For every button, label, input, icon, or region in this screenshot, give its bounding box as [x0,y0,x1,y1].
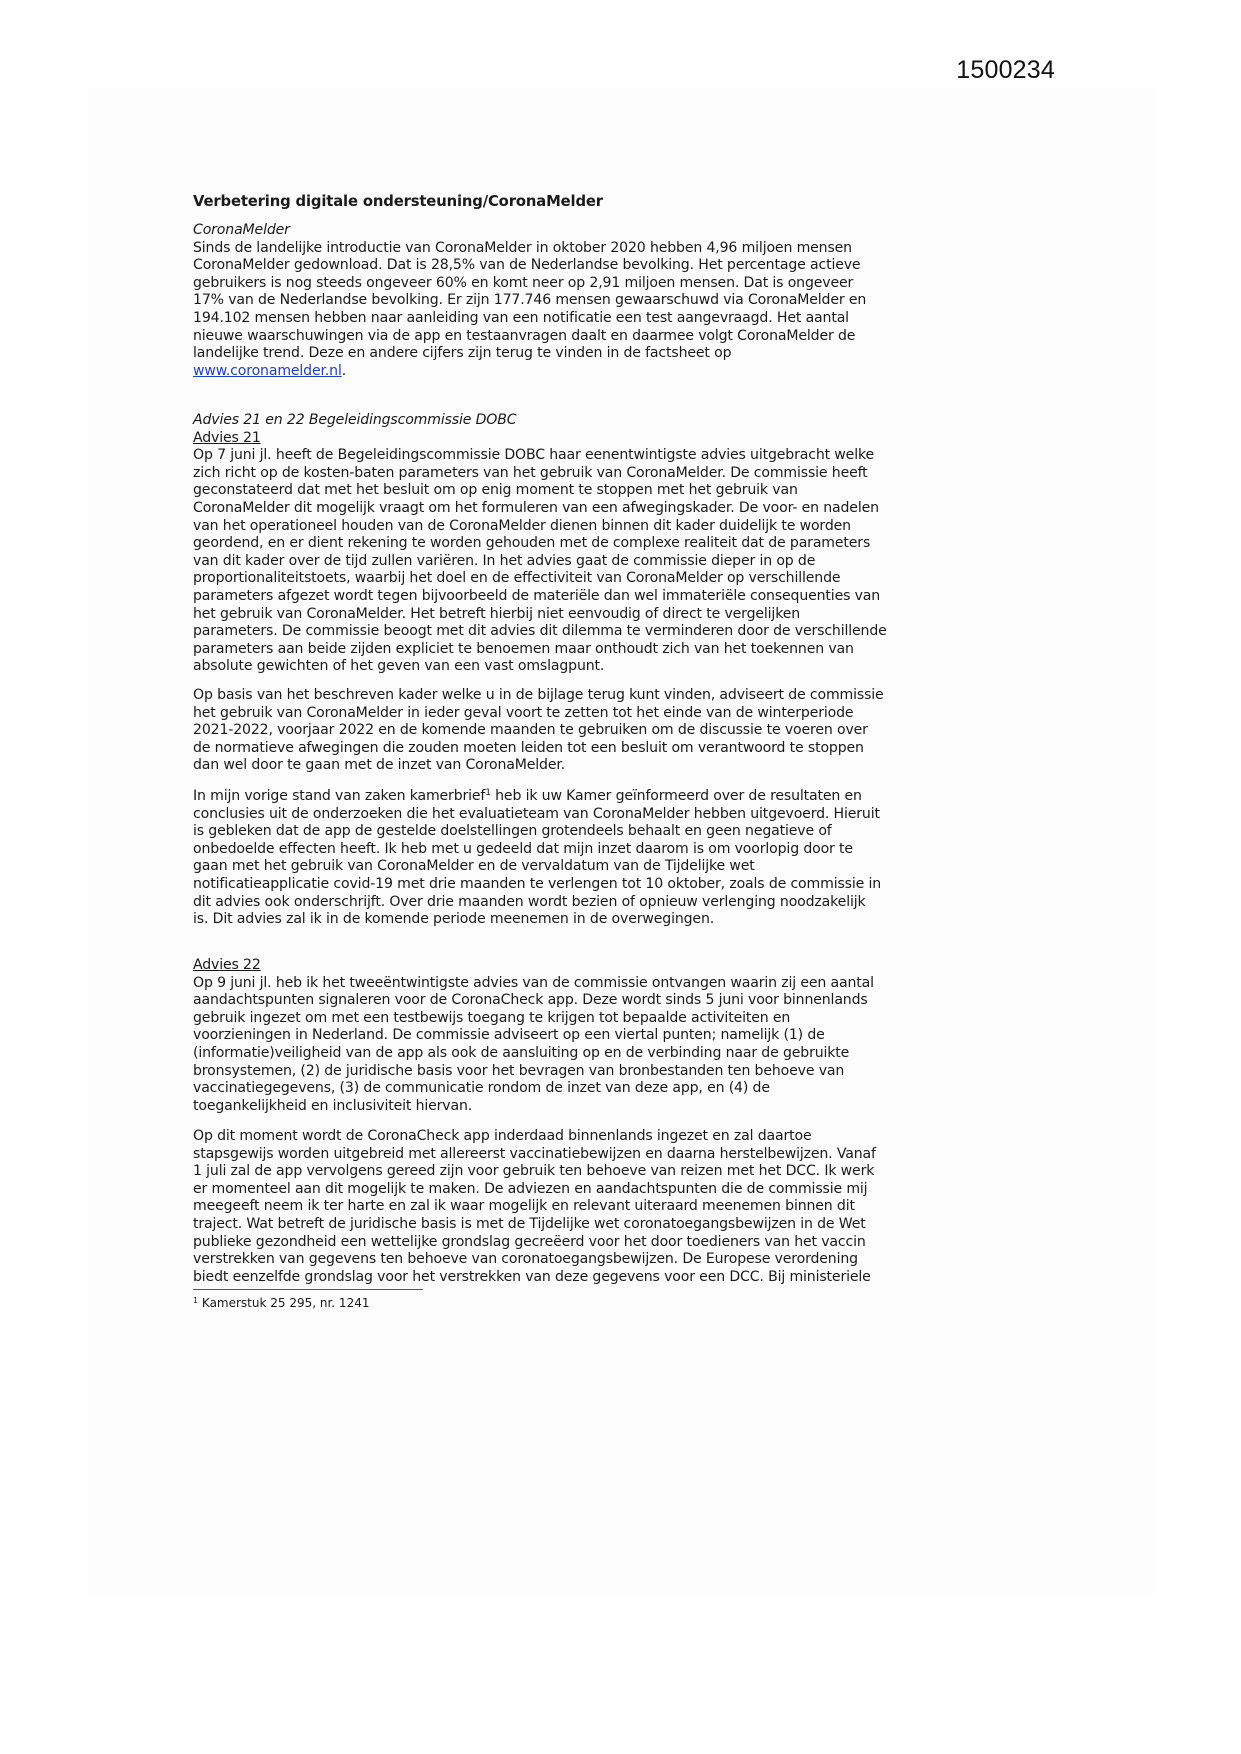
paragraph-line: Sinds de landelijke introductie van CoronaMelder in oktober 2020 hebben 4,96 miljoen mensen [193,239,852,256]
paragraph-line: aandachtspunten signaleren voor de CoronaCheck app. Deze wordt sinds 5 juni voor binnenlands [193,992,868,1009]
advies-22-paragraph-2 [193,1128,1053,1286]
link-suffix: . [341,362,347,379]
footnote [193,1295,369,1311]
paragraph-line [193,788,1053,806]
footnote-text: Kamerstuk 25 295, nr. 1241 [198,1296,370,1310]
advies-21-paragraph-2 [193,687,1053,775]
paragraph-line: meegeeft neem ik ter harte en zal ik waar mogelijk en relevant uiteraard meenemen binnen dit [193,1198,855,1215]
paragraph-line: dan wel door te gaan met de inzet van CoronaMelder. [193,757,566,774]
paragraph-line: 17% van de Nederlandse bevolking. Er zijn 177.746 mensen gewaarschuwd via CoronaMelder en [193,292,867,309]
text-fragment: heb ik uw Kamer geïnformeerd over de resultaten en [490,788,862,804]
paragraph-line: nieuwe waarschuwingen via de app en testaanvragen daalt en daarmee volgt CoronaMelder de [193,327,856,344]
paragraph-line: toegankelijkheid en inclusiviteit hiervan. [193,1097,473,1114]
paragraph-line: van het operationeel houden van de CoronaMelder dienen binnen dit kader duidelijk te worden [193,517,851,534]
text-fragment: In mijn vorige stand van zaken kamerbrief [193,788,486,804]
paragraph-line: (informatie)veiligheid van de app als ook de aansluiting op en de verbinding naar de gebruikte [193,1044,850,1061]
link-line [193,363,1053,381]
paragraph-line: parameters afgezet wordt tegen bijvoorbeeld de materiële dan wel immateriële consequenties van [193,587,881,604]
paragraph-line: Op 7 juni jl. heeft de Begeleidingscommissie DOBC haar eenentwintigste advies uitgebracht welke [193,447,875,464]
paragraph-line: vaccinatiegegevens, (3) de communicatie rondom de inzet van deze app, en (4) de [193,1080,770,1097]
paragraph-line: Op basis van het beschreven kader welke u in de bijlage terug kunt vinden, adviseert de commissie [193,687,884,703]
paragraph-line: notificatieapplicatie covid-19 met drie maanden te verlengen tot 10 oktober, zoals de commissie in [193,875,882,892]
paragraph-line: 2021-2022, voorjaar 2022 en de komende maanden te gebruiken om de discussie te voeren over [193,722,868,739]
paragraph-line: gaan met het gebruik van CoronaMelder en de vervaldatum van de Tijdelijke wet [193,858,755,875]
section-advies [193,412,1053,676]
paragraph-line: verstrekken van gegevens ten behoeve van coronatoegangsbewijzen. De Europese verordening [193,1251,858,1268]
paragraph-line: is gebleken dat de app de gestelde doelstellingen grotendeels behaalt en geen negatieve of [193,823,832,840]
paragraph-line: dit advies ook onderschrijft. Over drie maanden wordt bezien of opnieuw verlenging noodzakelijk [193,893,866,910]
paragraph-line: absolute gewichten of het geven van een vast omslagpunt. [193,658,605,675]
paragraph-line: stapsgewijs worden uitgebreid met allereerst vaccinatiebewijzen en daarna herstelbewijzen. Vanaf [193,1145,876,1162]
paragraph-line: de normatieve afwegingen die zouden moeten leiden tot een besluit om verantwoord te stoppen [193,739,864,756]
paragraph-line: is. Dit advies zal ik in de komende periode meenemen in de overwegingen. [193,911,715,928]
title-advies-22: Advies 22 [193,957,261,973]
paragraph-line: onbedoelde effecten heeft. Ik heb met u gedeeld dat mijn inzet daarom is om voorlopig door te [193,840,853,857]
paragraph-line: landelijke trend. Deze en andere cijfers zijn terug te vinden in de factsheet op [193,345,732,362]
document-number: 1500234 [956,56,1055,84]
paragraph-line: traject. Wat betreft de juridische basis is met de Tijdelijke wet coronatoegangsbewijzen in de Wet [193,1215,866,1232]
advies-21-paragraph-3 [193,788,1053,929]
title-advies-21: Advies 21 [193,429,261,446]
paragraph-line: van dit kader over de tijd zullen variëren. In het advies gaat de commissie dieper in op de [193,552,816,569]
paragraph-line: geconstateerd dat met het besluit om op enig moment te stoppen met het gebruik van [193,482,798,499]
footnote-number: 1 [193,1296,199,1305]
section-coronamelder [193,222,1053,380]
paragraph-line: Op dit moment wordt de CoronaCheck app inderdaad binnenlands ingezet en zal daartoe [193,1128,812,1144]
paragraph-line: gebruik ingezet om met een testbewijs toegang te krijgen tot bepaalde activiteiten en [193,1009,791,1026]
paragraph-line: voorzieningen in Nederland. De commissie adviseert op een viertal punten; namelijk (1) de [193,1027,825,1044]
paragraph-line: geordend, en er dient rekening te worden gehouden met de complexe realiteit dat de parameters [193,535,871,552]
paragraph-line: 1 juli zal de app vervolgens gereed zijn voor gebruik ten behoeve van reizen met het DCC. Ik werk [193,1163,875,1180]
footnote-divider [193,1289,423,1290]
paragraph-line: zich richt op de kosten-baten parameters van het gebruik van CoronaMelder. De commissie heeft [193,464,868,481]
subheading-advies: Advies 21 en 22 Begeleidingscommissie DOBC [193,412,517,428]
paragraph-line: proportionaliteitstoets, waarbij het doel en de effectiviteit van CoronaMelder op verschillende [193,570,841,587]
coronamelder-link[interactable]: www.coronamelder.nl [193,362,342,379]
paragraph-line: het gebruik van CoronaMelder in ieder geval voort te zetten tot het einde van de winterperiode [193,704,854,721]
paragraph-line: conclusies uit de onderzoeken die het evaluatieteam van CoronaMelder hebben uitgevoerd. Hieruit [193,805,880,822]
footnote-reference[interactable]: 1 [485,788,491,798]
paragraph-line: er momenteel aan dit mogelijk te maken. De adviezen en aandachtspunten die de commissie mij [193,1180,868,1197]
paragraph-line: biedt eenzelfde grondslag voor het verstrekken van deze gegevens voor een DCC. Bij ministeriele [193,1268,871,1285]
paragraph-line: bronsystemen, (2) de juridische basis voor het bevragen van bronbestanden ten behoeve van [193,1062,845,1079]
paragraph-line: Op 9 juni jl. heb ik het tweeëntwintigste advies van de commissie ontvangen waarin zij een aantal [193,974,874,991]
paragraph-line: 194.102 mensen hebben naar aanleiding van een notificatie een test aangevraagd. Het aantal [193,309,849,326]
paragraph-line: parameters. De commissie beoogt met dit advies dit dilemma te verminderen door de verschillende [193,623,887,640]
subheading-coronamelder: CoronaMelder [193,222,290,238]
paragraph-line: CoronaMelder dit mogelijk vraagt om het formuleren van een afwegingskader. De voor- en nadelen [193,499,879,516]
paragraph-line: gebruikers is nog steeds ongeveer 60% en komt neer op 2,91 miljoen mensen. Dat is ongeveer [193,274,854,291]
section-heading: Verbetering digitale ondersteuning/CoronaMelder [193,193,603,210]
advies-22 [193,957,1053,1115]
paragraph-line: het gebruik van CoronaMelder. Het betreft hierbij niet eenvoudig of direct te vergelijken [193,605,801,622]
paragraph-line: publieke gezondheid een wettelijke grondslag gecreëerd voor het door toedieners van het vaccin [193,1233,866,1250]
paragraph-line: CoronaMelder gedownload. Dat is 28,5% van de Nederlandse bevolking. Het percentage actieve [193,257,861,274]
paragraph-line: parameters aan beide zijden expliciet te benoemen maar onthoudt zich van het toekennen van [193,640,854,657]
